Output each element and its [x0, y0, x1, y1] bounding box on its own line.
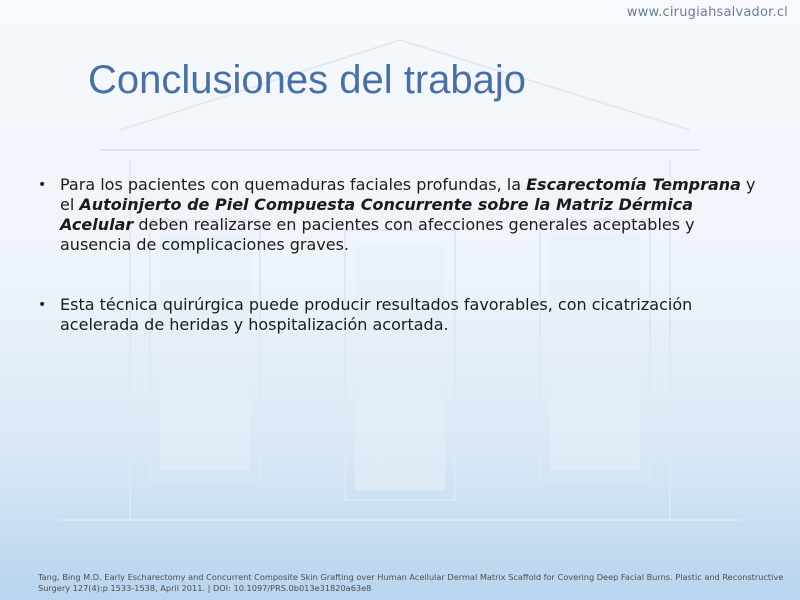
slide-title: Conclusiones del trabajo	[88, 58, 527, 102]
bullet-dot-icon: •	[38, 297, 47, 313]
bullet-1-emphasis-b: Autoinjerto de Piel Compuesta Concurrente sobre la Matriz Dérmica Acelular	[60, 195, 694, 234]
bullet-1-text-c: deben realizarse en pacientes con afecciones generales aceptables y ausencia de complicaciones graves.	[60, 215, 695, 254]
bullet-dot-icon: •	[38, 177, 47, 193]
bullet-1-emphasis-a: Escarectomía Temprana	[526, 175, 741, 194]
bullet-2-text: Esta técnica quirúrgica puede producir resultados favorables, con cicatrización acelerada de heridas y hospitalización acortada.	[60, 295, 693, 334]
bullet-list	[38, 175, 768, 335]
bullet-item-1	[38, 175, 768, 255]
citation-reference: Tang, Bing M.D. Early Escharectomy and Concurrent Composite Skin Grafting over Human Acellular Dermal Matrix Scaffold for Covering Deep Facial Burns. Plastic and Reconstructive Surgery 127(4):p 1533-1538, April 2011. | DOI: 10.1097/PRS.0b013e31820a63e8	[38, 572, 784, 593]
bullet-item-2	[38, 295, 768, 335]
bullet-1-text-b: y el	[60, 175, 756, 214]
bullet-1-text-a: Para los pacientes con quemaduras faciales profundas, la	[60, 175, 527, 194]
site-url: www.cirugiahsalvador.cl	[626, 5, 788, 20]
